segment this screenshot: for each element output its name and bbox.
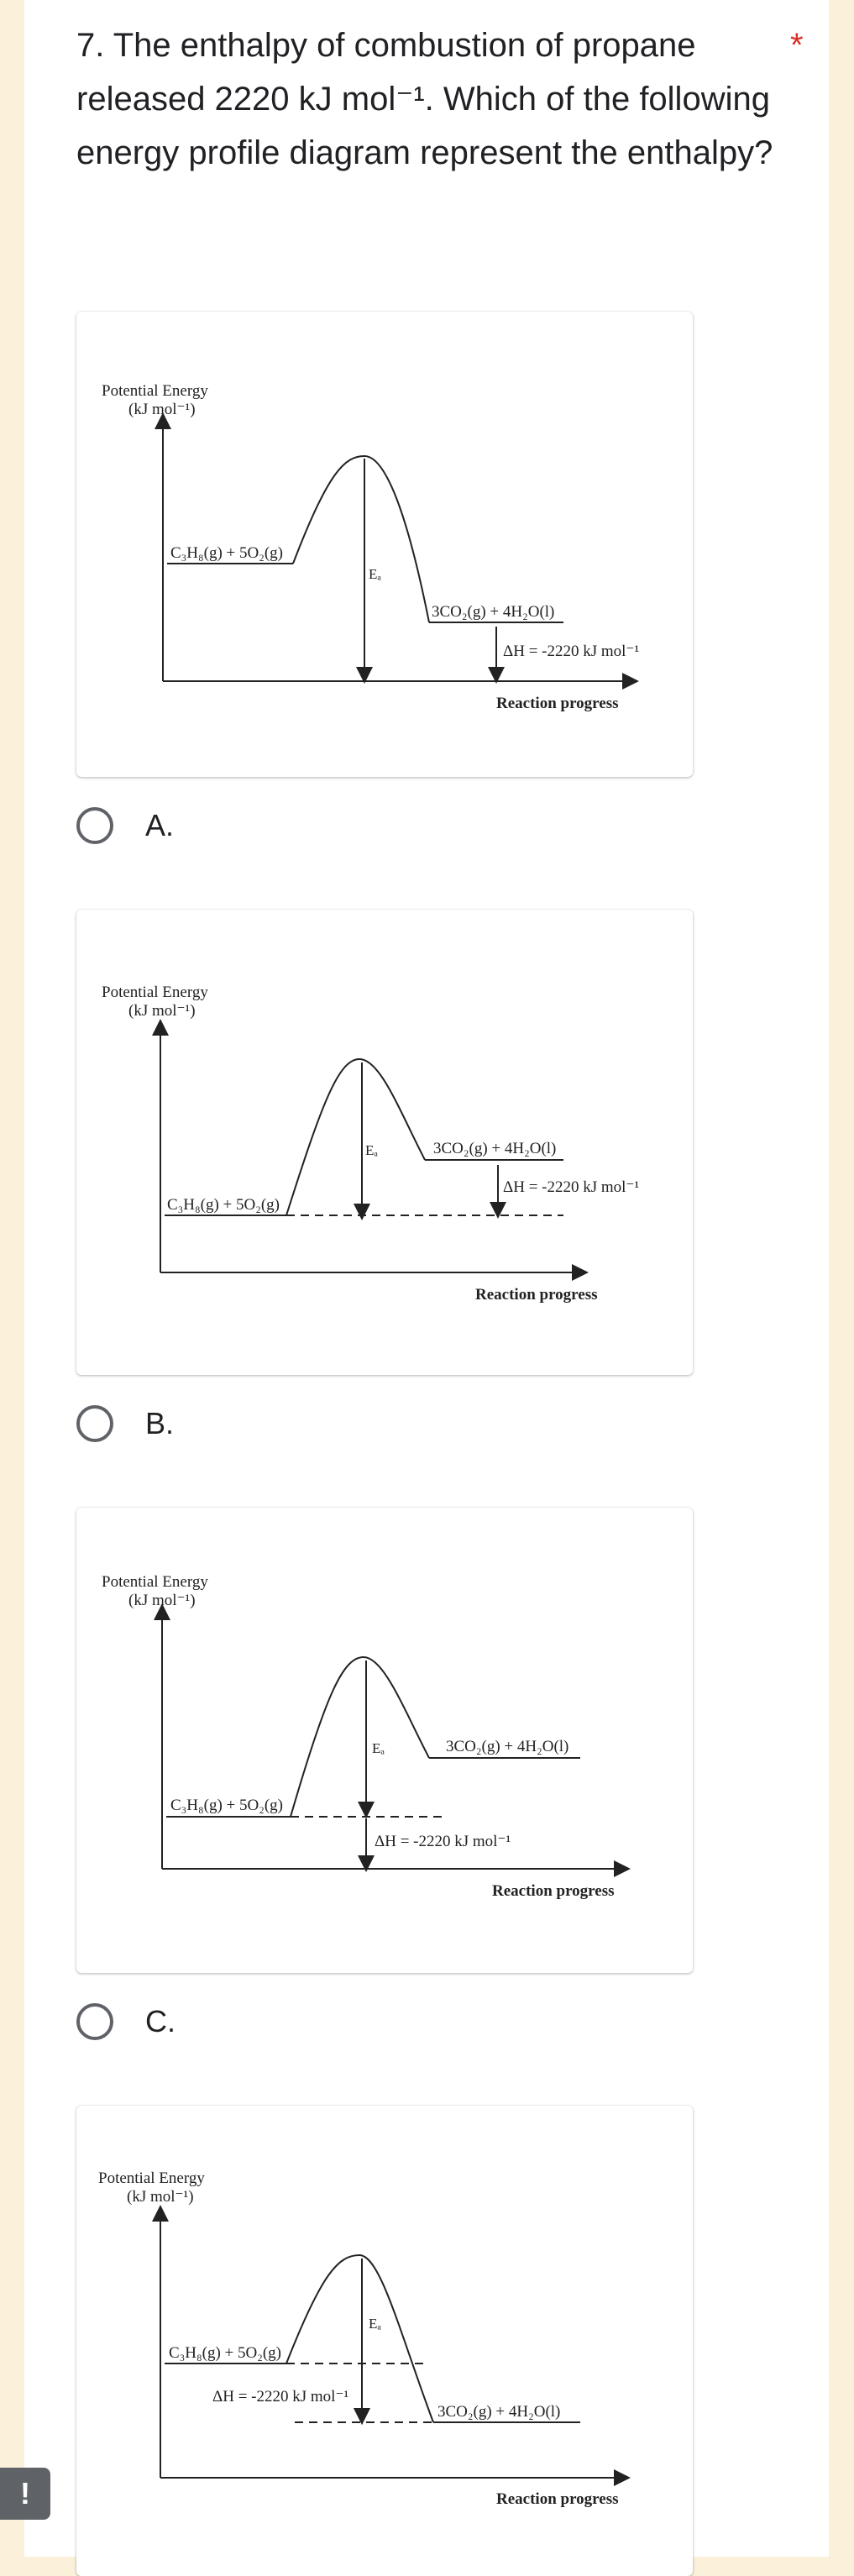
dh-label: ΔH = -2220 kJ mol⁻¹ bbox=[503, 1178, 640, 1196]
reactants-label: C₃H₈(g) + 5O₂(g) bbox=[170, 544, 284, 562]
diagram-b-svg bbox=[76, 910, 693, 1375]
option-b[interactable] bbox=[76, 1398, 174, 1449]
products-label: 3CO₂(g) + 4H₂O(l) bbox=[446, 1738, 569, 1755]
y-axis-label: Potential Energy bbox=[102, 382, 208, 400]
option-b-label: B. bbox=[145, 1406, 175, 1440]
exclamation-icon: ! bbox=[20, 2476, 30, 2510]
option-a-label: A. bbox=[145, 808, 175, 842]
x-axis-label: Reaction progress bbox=[492, 1882, 615, 1900]
option-c[interactable] bbox=[76, 1996, 176, 2047]
ea-label: Eₐ bbox=[369, 566, 382, 582]
dh-label: ΔH = -2220 kJ mol⁻¹ bbox=[212, 2388, 349, 2405]
energy-diagram-a bbox=[76, 312, 693, 777]
products-label: 3CO₂(g) + 4H₂O(l) bbox=[432, 603, 555, 621]
required-asterisk: * bbox=[790, 27, 804, 64]
diagram-c-svg bbox=[76, 1508, 693, 1973]
diagram-a-svg bbox=[76, 312, 693, 777]
reactants-label: C₃H₈(g) + 5O₂(g) bbox=[167, 1196, 280, 1214]
x-axis-label: Reaction progress bbox=[475, 1286, 598, 1304]
energy-diagram-c bbox=[76, 1508, 693, 1973]
products-label: 3CO₂(g) + 4H₂O(l) bbox=[433, 1140, 557, 1157]
y-axis-unit: (kJ mol⁻¹) bbox=[128, 1592, 196, 1609]
dh-label: ΔH = -2220 kJ mol⁻¹ bbox=[375, 1833, 511, 1850]
question-card bbox=[24, 0, 829, 2557]
y-axis-unit: (kJ mol⁻¹) bbox=[128, 401, 196, 418]
radio-a[interactable] bbox=[76, 807, 113, 844]
option-a[interactable] bbox=[76, 800, 174, 851]
reactants-label: C₃H₈(g) + 5O₂(g) bbox=[170, 1797, 284, 1814]
x-axis-label: Reaction progress bbox=[496, 695, 619, 712]
radio-c[interactable] bbox=[76, 2003, 113, 2040]
reactants-label: C₃H₈(g) + 5O₂(g) bbox=[169, 2344, 282, 2362]
question-text: 7. The enthalpy of combustion of propane released 2220 kJ mol⁻¹. Which of the following energy profile diagram represent the enthalpy? bbox=[76, 27, 773, 171]
y-axis-unit: (kJ mol⁻¹) bbox=[128, 1002, 196, 1020]
y-axis-label: Potential Energy bbox=[102, 1573, 208, 1591]
ea-label: Eₐ bbox=[365, 1142, 379, 1158]
products-label: 3CO₂(g) + 4H₂O(l) bbox=[437, 2403, 561, 2421]
radio-b[interactable] bbox=[76, 1405, 113, 1442]
energy-diagram-b bbox=[76, 910, 693, 1375]
dh-label: ΔH = -2220 kJ mol⁻¹ bbox=[503, 643, 640, 660]
diagram-d-svg bbox=[76, 2106, 693, 2571]
ea-label: Eₐ bbox=[369, 2316, 382, 2332]
x-axis-label: Reaction progress bbox=[496, 2490, 619, 2508]
ea-label: Eₐ bbox=[372, 1740, 385, 1756]
option-c-label: C. bbox=[145, 2004, 176, 2038]
y-axis-label: Potential Energy bbox=[102, 984, 208, 1001]
y-axis-label: Potential Energy bbox=[98, 2169, 205, 2187]
y-axis-unit: (kJ mol⁻¹) bbox=[127, 2188, 194, 2206]
energy-diagram-d bbox=[76, 2106, 693, 2576]
report-button[interactable] bbox=[0, 2468, 50, 2520]
